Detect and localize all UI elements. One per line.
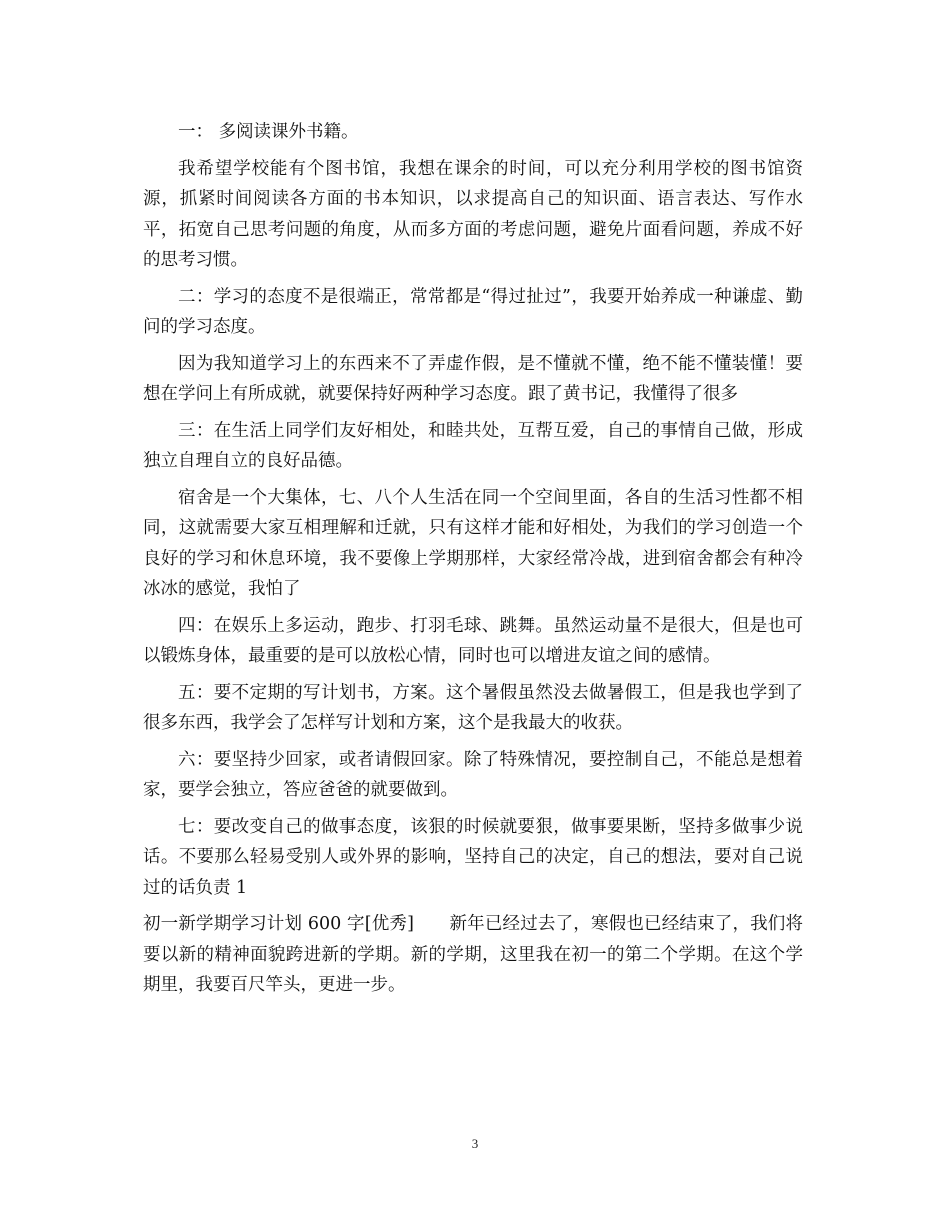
paragraph-5-heading: 三：在生活上同学们友好相处，和睦共处，互帮互爱，自己的事情自己做，形成独立自理自立的良好品德。 xyxy=(143,420,803,471)
paragraph-7-heading: 四：在娱乐上多运动，跑步、打羽毛球、跳舞。虽然运动量不是很大，但是也可以锻炼身体，最重要的是可以放松心情，同时也可以增进友谊之间的感情。 xyxy=(143,615,803,666)
paragraph-4: 因为我知道学习上的东西来不了弄虚作假，是不懂就不懂，绝不能不懂装懂！要想在学问上有所成就，就要保持好两种学习态度。跟了黄书记，我懂得了很多 xyxy=(143,353,803,404)
page-number: 3 xyxy=(471,1136,479,1151)
paragraph-6: 宿舍是一个大集体，七、八个人生活在同一个空间里面，各自的生活习性都不相同，这就需要大家互相理解和迁就，只有这样才能和好相处，为我们的学习创造一个良好的学习和休息环境，我不要像上学期那样，大家经常冷战，进到宿舍都会有种冷冰冰的感觉，我怕了 xyxy=(143,487,803,599)
paragraph-8-heading: 五：要不定期的写计划书，方案。这个暑假虽然没去做暑假工，但是我也学到了很多东西，我学会了怎样写计划和方案，这个是我最大的收获。 xyxy=(143,682,803,733)
paragraph-11: 初一新学期学习计划 600 字[优秀] 新年已经过去了，寒假也已经结束了，我们将要以新的精神面貌跨进新的学期。新的学期，这里我在初一的第二个学期。在这个学期里，我要百尺竿头，更进一步。 xyxy=(143,914,803,995)
document-body xyxy=(143,117,803,1007)
paragraph-1-heading: 一： 多阅读课外书籍。 xyxy=(178,122,359,142)
paragraph-3-heading: 二：学习的态度不是很端正，常常都是“得过扯过”，我要开始养成一种谦虚、勤问的学习态度。 xyxy=(143,286,803,337)
paragraph-9-heading: 六：要坚持少回家，或者请假回家。除了特殊情况，要控制自己，不能总是想着家，要学会独立，答应爸爸的就要做到。 xyxy=(143,749,803,800)
paragraph-2: 我希望学校能有个图书馆，我想在课余的时间，可以充分利用学校的图书馆资源，抓紧时间阅读各方面的书本知识，以求提高自己的知识面、语言表达、写作水平，拓宽自己思考问题的角度，从而多方面的考虑问题，避免片面看问题，养成不好的思考习惯。 xyxy=(143,158,803,270)
paragraph-10-heading: 七：要改变自己的做事态度，该狠的时候就要狠，做事要果断，坚持多做事少说话。不要那么轻易受别人或外界的影响，坚持自己的决定，自己的想法，要对自己说过的话负责 1 xyxy=(143,816,803,898)
